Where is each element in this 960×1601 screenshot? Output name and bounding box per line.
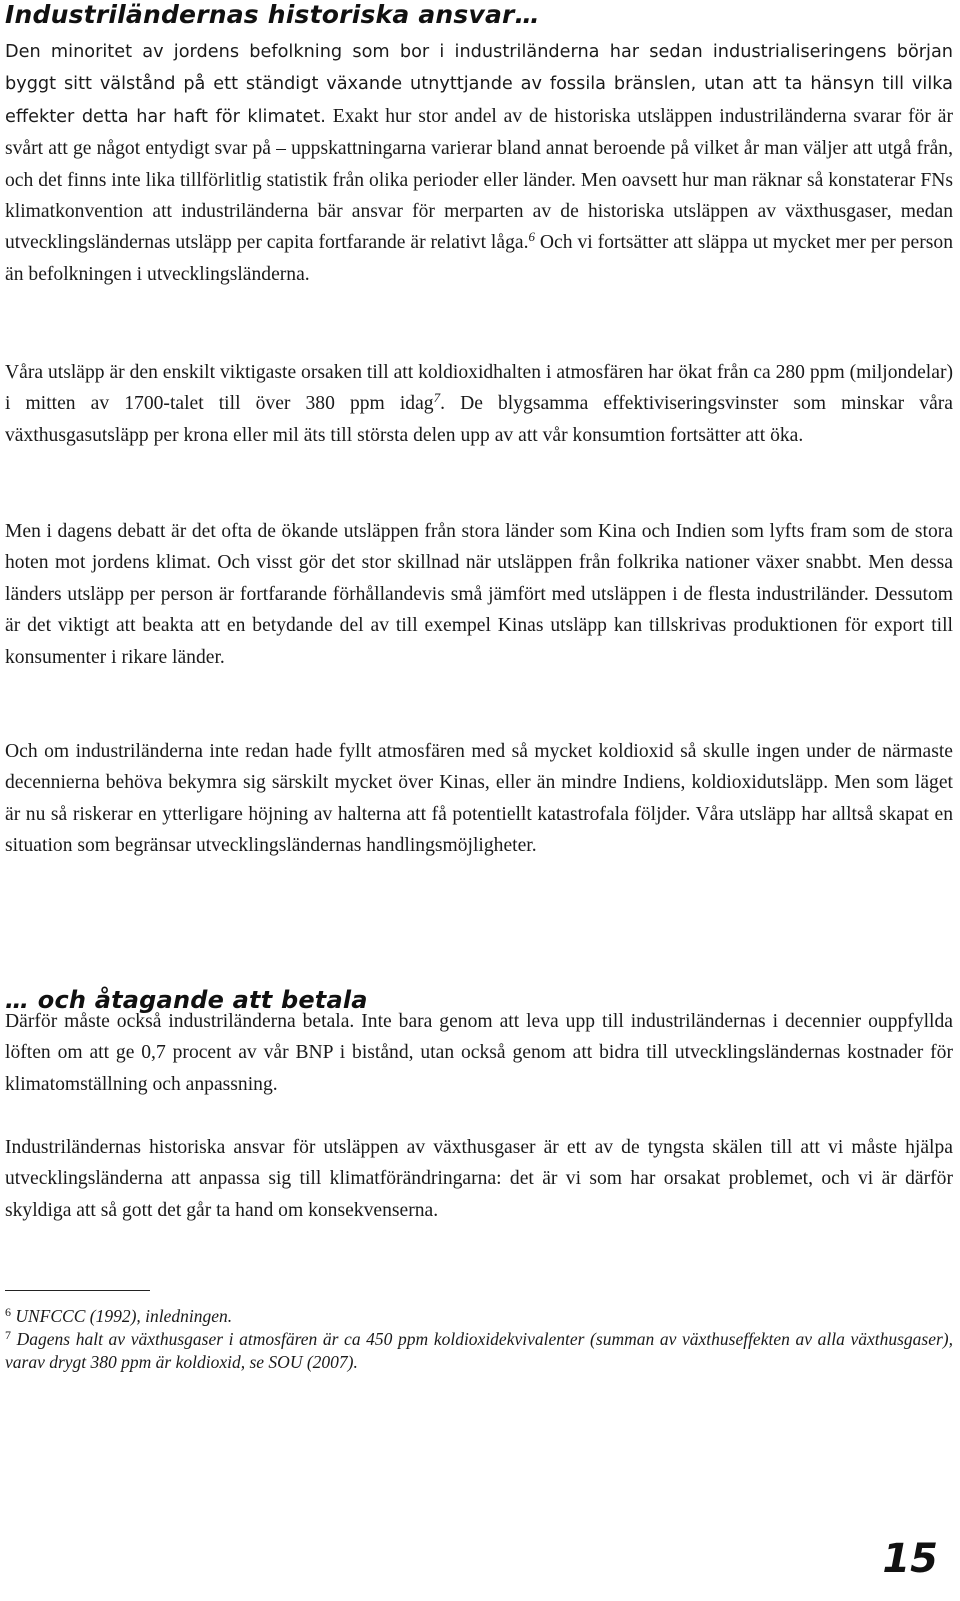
footnote-7	[5, 1328, 953, 1374]
paragraph-4-text: Och om industriländerna inte redan hade fyllt atmosfären med så mycket koldioxid så skulle ingen under de närmaste decennierna behöva bekymra sig särskilt mycket över Kinas, eller än mindre Indiens, koldioxidutsläpp. Men som läget är nu så riskerar en ytterligare höjning av halterna att få potentiellt katastrofala följder. Våra utsläpp har alltså skapat en situation som begränsar utvecklingsländernas handlingsmöjligheter.	[5, 741, 953, 857]
paragraph-1-end: Och vi fortsätter att släppa ut mycket mer per person än befolkningen i utvecklingsländerna.	[5, 232, 953, 285]
paragraph-4	[5, 736, 953, 862]
section-heading-commitment-to-pay: … och åtagande att betala	[5, 986, 368, 1014]
paragraph-5-text: Därför måste också industriländerna betala. Inte bara genom att leva upp till industriländernas i decennier ouppfyllda löften om att ge 0,7 procent av vår BNP i bistånd, utan också genom att bidra till utvecklingsländernas kostnader för klimatomställning och anpassning.	[5, 1011, 953, 1095]
footnote-6-number: 6	[5, 1305, 11, 1319]
footnote-7-number: 7	[5, 1328, 11, 1342]
footnotes	[5, 1305, 953, 1374]
paragraph-1-intro: Den minoritet av jordens befolkning som bor i industriländerna har sedan industrialiseringens början byggt sitt välstånd på ett ständigt växande utnyttjande av fossila bränslen, utan att ta hänsyn till vilka effekter detta har haft för klimatet.	[5, 42, 953, 127]
paragraph-1	[5, 36, 953, 290]
paragraph-2	[5, 357, 953, 451]
footnote-ref-7[interactable]: 7	[433, 390, 441, 406]
footnote-6	[5, 1305, 953, 1328]
page-number: 15	[882, 1536, 938, 1582]
paragraph-3	[5, 516, 953, 673]
paragraph-6-text: Industriländernas historiska ansvar för utsläppen av växthusgaser är ett av de tyngsta skälen till att vi måste hjälpa utvecklingsländerna att anpassa sig till klimatförändringarna: det är vi som har orsakat problemet, och vi är därför skyldiga att så gott det går ta hand om konsekvenserna.	[5, 1137, 953, 1221]
paragraph-2-end: . De blygsamma effektiviseringsvinster som minskar våra växthusgasutsläpp per krona eller mil äts till största delen upp av att vår konsumtion fortsätter att öka.	[5, 393, 953, 446]
paragraph-5	[5, 1006, 953, 1100]
paragraph-3-text: Men i dagens debatt är det ofta de ökande utsläppen från stora länder som Kina och Indien som lyfts fram som de stora hoten mot jordens klimat. Och visst gör det stor skillnad när utsläppen från folkrika nationer växer snabbt. Men dessa länders utsläpp per person är fortfarande förhållandevis små jämfört med utsläppen i de flesta industriländer. Dessutom är det viktigt att beakta att en betydande del av till exempel Kinas utsläpp kan tillskrivas produktionen för export till konsumenter i rikare länder.	[5, 521, 953, 668]
paragraph-2-start: Våra utsläpp är den enskilt viktigaste orsaken till att koldioxidhalten i atmosfären har ökat från ca 280 ppm (miljondelar) i mitten av 1700-talet till över 380 ppm idag	[5, 362, 953, 415]
footnote-divider	[5, 1290, 150, 1291]
footnote-7-text: Dagens halt av växthusgaser i atmosfären är ca 450 ppm koldioxidekvivalenter (summan av växthuseffekten av alla växthusgaser), varav drygt 380 ppm är koldioxid, se SOU (2007).	[5, 1329, 953, 1372]
footnote-ref-6[interactable]: 6	[528, 229, 535, 245]
footnote-6-text: UNFCCC (1992), inledningen.	[11, 1306, 233, 1326]
section-heading-historical-responsibility: Industriländernas historiska ansvar…	[5, 0, 540, 29]
paragraph-1-body: Exakt hur stor andel av de historiska utsläppen industriländerna svarar för är svårt att ge något entydigt svar på – uppskattningarna varierar bland annat beroende på vilket år man väljer att utgå från, och det finns inte lika tillförlitlig statistik från olika perioder eller länder. Men oavsett hur man räknar så konstaterar FNs klimatkonvention att industriländerna bär ansvar för merparten av de historiska utsläppen av växthusgaser, medan utvecklingsländernas utsläpp per capita fortfarande är relativt låga.	[5, 105, 953, 254]
paragraph-6	[5, 1132, 953, 1226]
